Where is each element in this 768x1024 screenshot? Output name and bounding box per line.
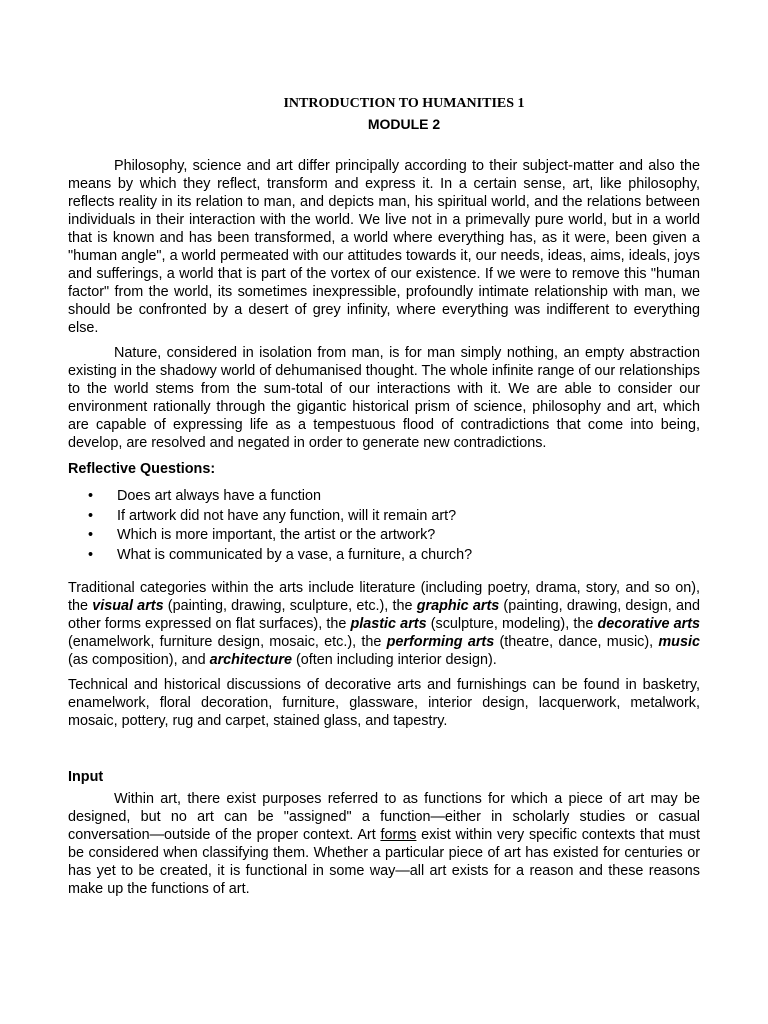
bullet-icon: • <box>88 488 94 504</box>
bullet-icon: • <box>88 507 94 524</box>
document-page <box>68 96 700 898</box>
reflective-questions-heading: Reflective Questions: <box>68 461 216 477</box>
paragraph-nature: Nature, considered in isolation from man, is for man simply nothing, an empty abstraction existing in the shadowy world of dehumanised thought. The whole infinite range of our relationships to the world stems from the sum-total of our interactions with it. We are able to consider our environment rationally through the gigantic historical prism of science, philosophy and art, which are capable of expressing life as a tempestuous flood of contradictions that come into being, develop, are resolved and negated in order to generate new contradictions. <box>68 345 700 451</box>
paragraph-philosophy: Philosophy, science and art differ principally according to their subject-matter and also the means by which they reflect, transform and express it. In a certain sense, art, like philosophy, reflects reality in its relation to man, and depicts man, his spiritual world, and the relations between individuals in their interaction with the world. We live not in a primevally pure world, but in a world that is known and has been transformed, a world where everything has, as it were, been given a "human angle", a world permeated with our attitudes towards it, our needs, ideas, aims, ideals, joys and sufferings, a world that is part of the vortex of our existence. If we were to remove this "human factor" from the world, its sometimes inexpressible, profoundly intimate relationship with man, we should be confronted by a desert of grey infinity, where everything was indifferent to everything else. <box>68 158 700 336</box>
list-item: • If artwork did not have any function, will it remain art? <box>68 507 700 527</box>
term-performing-arts: performing arts <box>386 634 495 650</box>
term-decorative-arts: decorative arts <box>597 616 700 632</box>
module-label: MODULE 2 <box>367 116 441 132</box>
term-architecture: architecture <box>209 652 292 668</box>
term-graphic-arts: graphic arts <box>416 598 500 614</box>
input-heading: Input <box>68 769 104 785</box>
paragraph-decorative-arts: Technical and historical discussions of decorative arts and furnishings can be found in basketry, enamelwork, floral decoration, furniture, glassware, interior design, lacquerwork, metalwork, mosaic, pottery, rug and carpet, stained glass, and tapestry. <box>68 677 700 729</box>
list-item: • Which is more important, the artist or the artwork? <box>68 526 700 546</box>
term-music: music <box>658 634 700 650</box>
term-visual-arts: visual arts <box>92 598 164 614</box>
document-title: INTRODUCTION TO HUMANITIES 1 <box>283 96 525 111</box>
paragraph-functions-of-art: Within art, there exist purposes referred to as functions for which a piece of art may be designed, but no art can be "assigned" a function—either in scholarly studies or casual conversation—outside of the proper context. Art forms exist within very specific contexts that must be considered when classifying them. Whether a particular piece of art has existed for centuries or has yet to be created, it is functional in some way—all art exists for a reason and these reasons make up the functions of art. <box>68 791 700 897</box>
list-item: • Does art always have a function <box>68 487 700 507</box>
list-item: • What is communicated by a vase, a furniture, a church? <box>68 546 700 566</box>
paragraph-art-categories: Traditional categories within the arts include literature (including poetry, drama, story, and so on), the visual arts (painting, drawing, sculpture, etc.), the graphic arts (painting, drawing, design, and other forms expressed on flat surfaces), the plastic arts (sculpture, modeling), the decorative arts (enamelwork, furniture design, mosaic, etc.), the performing arts (theatre, dance, music), music (as composition), and architecture (often including interior design). <box>68 580 700 668</box>
reflective-questions-list <box>68 487 700 565</box>
term-plastic-arts: plastic arts <box>350 616 427 632</box>
bullet-icon: • <box>88 546 94 563</box>
forms-link[interactable]: forms <box>380 827 417 843</box>
bullet-icon: • <box>88 527 94 543</box>
